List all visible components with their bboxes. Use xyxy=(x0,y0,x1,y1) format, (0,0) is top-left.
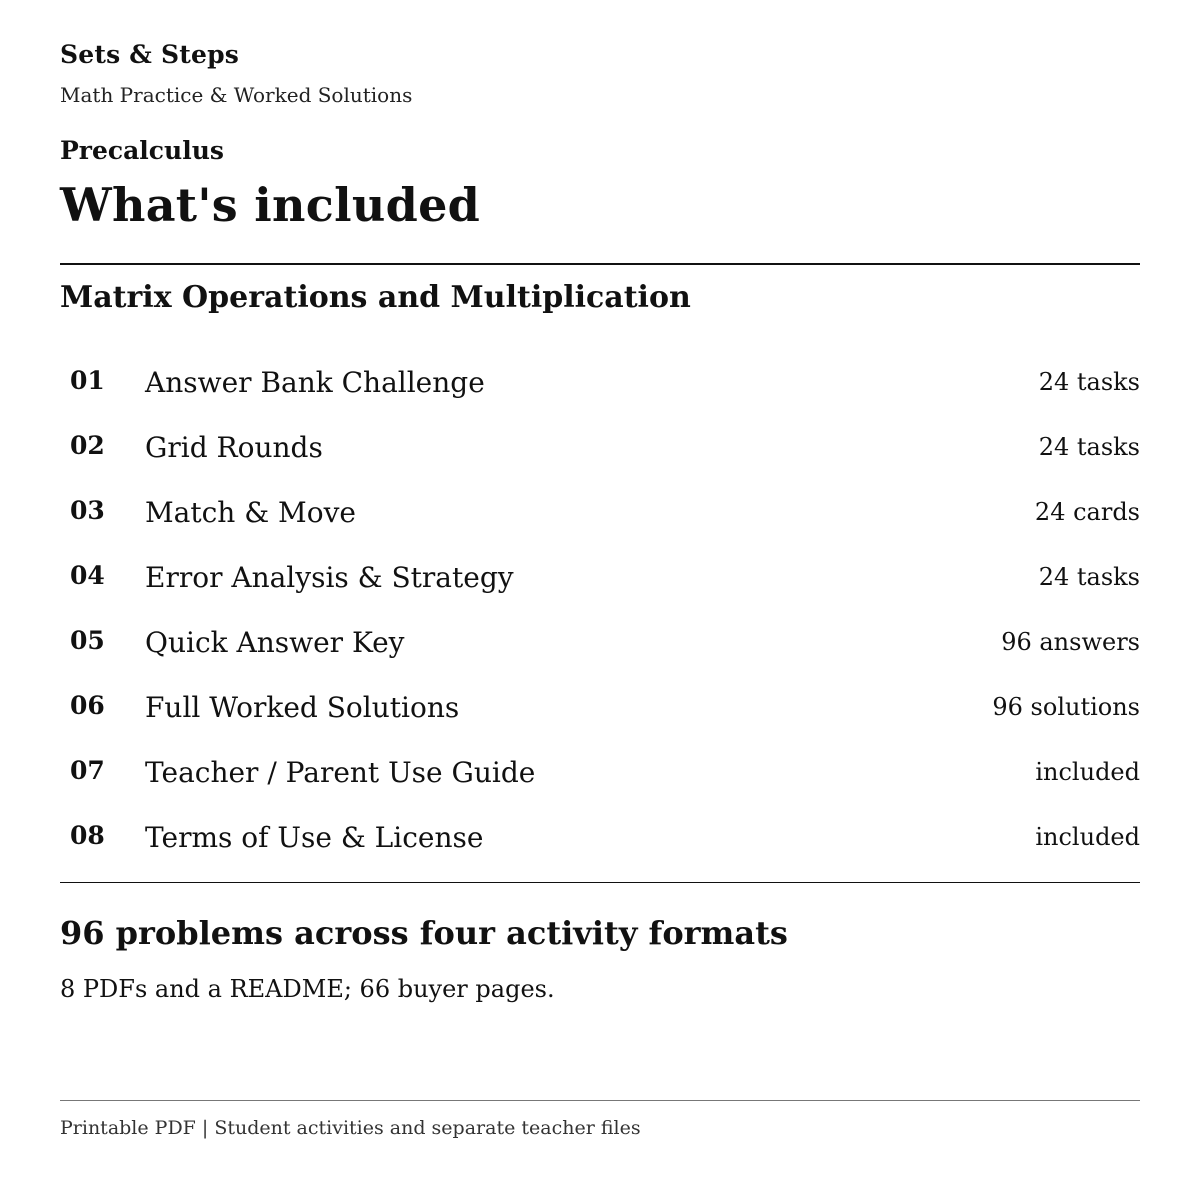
list-item xyxy=(60,352,1140,417)
footer-divider xyxy=(60,1100,1140,1101)
item-count: 24 tasks xyxy=(1038,563,1140,591)
list-item xyxy=(60,417,1140,482)
item-count: 24 tasks xyxy=(1038,433,1140,461)
contents-list xyxy=(60,352,1140,872)
item-label: Answer Bank Challenge xyxy=(145,366,485,399)
item-label: Match & Move xyxy=(145,496,356,529)
subject-label: Precalculus xyxy=(60,136,224,165)
item-count: included xyxy=(1035,823,1140,851)
item-count: 96 answers xyxy=(1001,628,1140,656)
summary-title: 96 problems across four activity formats xyxy=(60,914,788,952)
footer-text: Printable PDF | Student activities and separate teacher files xyxy=(60,1117,641,1139)
item-number: 01 xyxy=(70,366,105,395)
summary-text: 8 PDFs and a README; 66 buyer pages. xyxy=(60,975,555,1003)
page-title: What's included xyxy=(60,178,481,232)
item-count: included xyxy=(1035,758,1140,786)
top-divider xyxy=(60,263,1140,265)
list-item xyxy=(60,742,1140,807)
item-number: 02 xyxy=(70,431,105,460)
item-label: Full Worked Solutions xyxy=(145,691,460,724)
brand-title: Sets & Steps xyxy=(60,40,240,69)
section-title: Matrix Operations and Multiplication xyxy=(60,280,691,315)
list-item xyxy=(60,482,1140,547)
item-count: 24 cards xyxy=(1034,498,1140,526)
item-label: Error Analysis & Strategy xyxy=(145,561,514,594)
item-count: 96 solutions xyxy=(992,693,1140,721)
item-number: 04 xyxy=(70,561,105,590)
item-count: 24 tasks xyxy=(1038,368,1140,396)
item-number: 05 xyxy=(70,626,105,655)
list-item xyxy=(60,677,1140,742)
item-label: Teacher / Parent Use Guide xyxy=(145,756,536,789)
bottom-divider xyxy=(60,882,1140,883)
item-number: 06 xyxy=(70,691,105,720)
item-number: 07 xyxy=(70,756,105,785)
item-label: Grid Rounds xyxy=(145,431,323,464)
item-number: 03 xyxy=(70,496,105,525)
list-item xyxy=(60,612,1140,677)
brand-subtitle: Math Practice & Worked Solutions xyxy=(60,83,413,107)
item-label: Terms of Use & License xyxy=(145,821,484,854)
list-item xyxy=(60,547,1140,612)
list-item xyxy=(60,807,1140,872)
item-number: 08 xyxy=(70,821,105,850)
item-label: Quick Answer Key xyxy=(145,626,405,659)
